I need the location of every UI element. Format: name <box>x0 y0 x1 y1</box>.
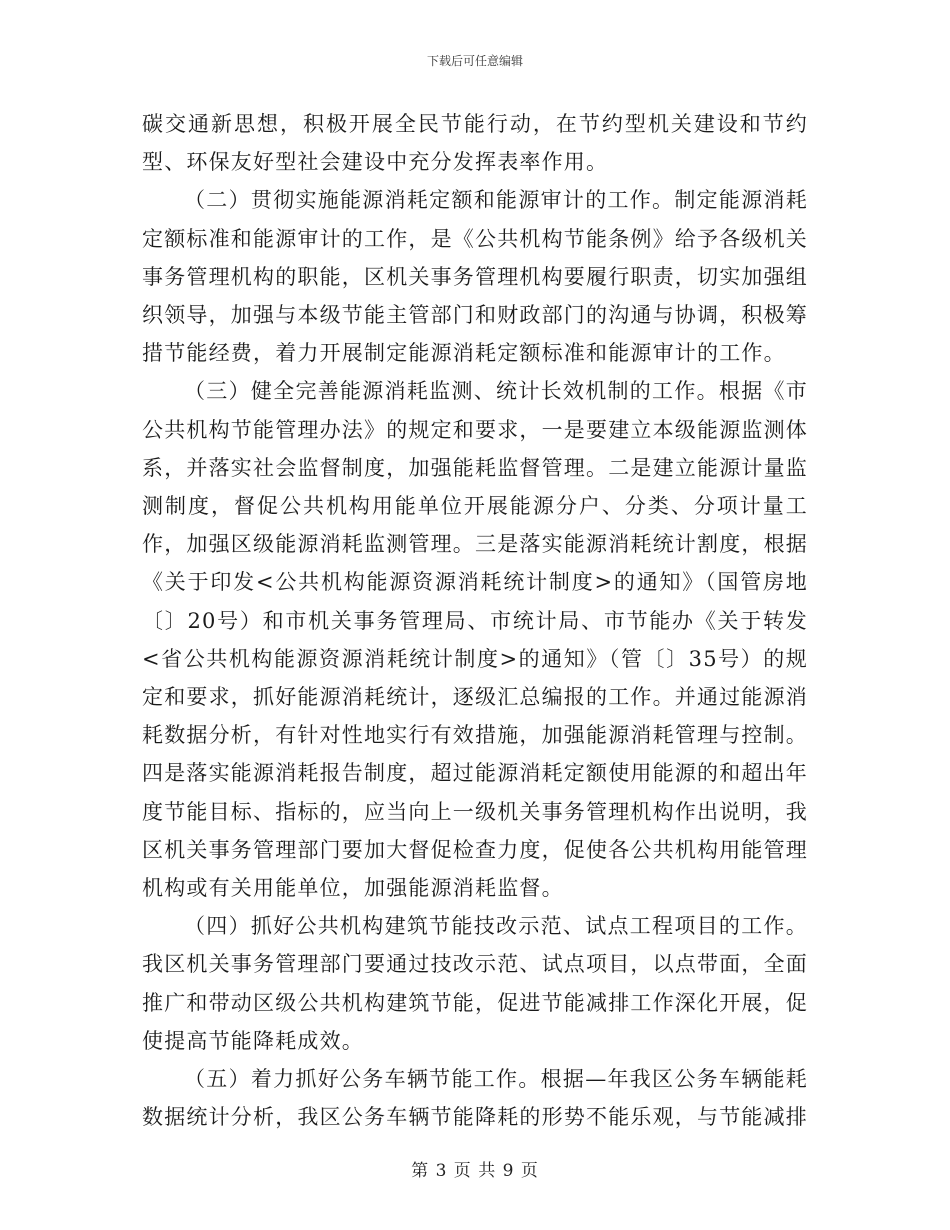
page-header: 下载后可任意编辑 <box>426 54 523 68</box>
document-body <box>142 105 808 1136</box>
page-number-footer: 第 3 页 共 9 页 <box>411 1161 539 1181</box>
paragraph-section-3: （三）健全完善能源消耗监测、统计长效机制的工作。根据《市公共机构节能管理办法》的规定和要求，一是要建立本级能源监测体系，并落实社会监督制度，加强能耗监督管理。二是建立能源计量监测制度，督促公共机构用能单位开展能源分户、分类、分项计量工作，加强区级能源消耗监测管理。三是落实能源消耗统计割度，根据《关于印发<公共机构能源资源消耗统计制度>的通知》（国管房地〔〕20号）和市机关事务管理局、市统计局、市节能办《关于转发<省公共机构能源资源消耗统计制度>的通知》（管〔〕35号）的规定和要求，抓好能源消耗统计，逐级汇总编报的工作。并通过能源消耗数据分析，有针对性地实行有效措施，加强能源消耗管理与控制。四是落实能源消耗报告制度，超过能源消耗定额使用能源的和超出年度节能目标、指标的，应当向上一级机关事务管理机构作出说明，我区机关事务管理部门要加大督促检查力度，促使各公共机构用能管理机构或有关用能单位，加强能源消耗监督。 <box>142 379 808 901</box>
paragraph-section-5: （五）着力抓好公务车辆节能工作。根据—年我区公务车辆能耗数据统计分析，我区公务车辆节能降耗的形势不能乐观，与节能减排 <box>142 1067 808 1130</box>
paragraph-section-4: （四）抓好公共机构建筑节能技改示范、试点工程项目的工作。我区机关事务管理部门要通过技改示范、试点项目，以点带面，全面推广和带动区级公共机构建筑节能，促进节能减排工作深化开展，促使提高节能降耗成效。 <box>142 914 808 1053</box>
paragraph-continuation: 碳交通新思想，积极开展全民节能行动，在节约型机关建设和节约型、环保友好型社会建设中充分发挥表率作用。 <box>142 112 808 175</box>
paragraph-section-2: （二）贯彻实施能源消耗定额和能源审计的工作。制定能源消耗定额标准和能源审计的工作，是《公共机构节能条例》给予各级机关事务管理机构的职能，区机关事务管理机构要履行职责，切实加强组织领导，加强与本级节能主管部门和财政部门的沟通与协调，积极筹措节能经费，着力开展制定能源消耗定额标准和能源审计的工作。 <box>142 188 808 366</box>
